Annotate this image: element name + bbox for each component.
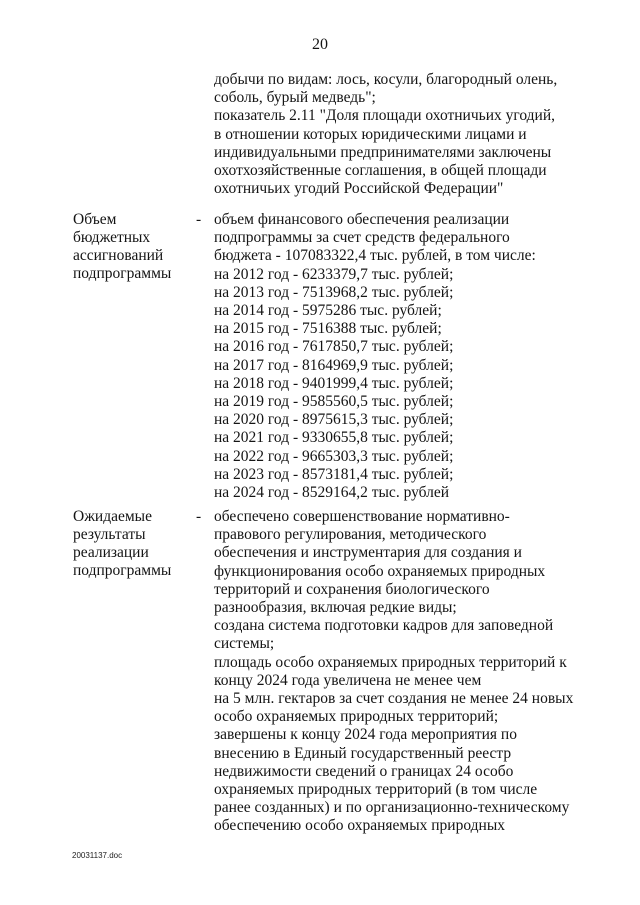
document-code: 20031137.doc [72,851,123,860]
intro-line: охотхозяйственные соглашения, в общей площади [214,162,547,180]
results-line: внесению в Единый государственный реестр [214,744,512,762]
results-label [73,508,193,580]
results-line: системы; [214,635,275,653]
results-line: особо охраняемых природных территорий; [214,708,499,726]
results-line: обеспечено совершенствование нормативно- [214,508,510,525]
results-line: ранее созданных) и по организационно-техническому [214,799,570,817]
budget-line: на 2021 год - 9330655,8 тыс. рублей; [214,429,454,447]
results-line: правового регулирования, методического [214,526,487,544]
budget-label [73,211,193,283]
results-label-line: результаты [73,526,146,543]
budget-line: на 2023 год - 8573181,4 тыс. рублей; [214,465,454,483]
budget-line: на 2013 год - 7513968,2 тыс. рублей; [214,283,454,301]
results-line: территорий и сохранения биологического [214,580,490,598]
budget-line: на 2012 год - 6233379,7 тыс. рублей; [214,265,454,283]
results-line: обеспечению особо охраняемых природных [214,817,505,835]
page-number: 20 [312,36,328,53]
intro-text [214,71,586,198]
budget-label-line: бюджетных [73,229,151,246]
results-line: обеспечения и инструментария для создания и [214,544,522,562]
results-line: охраняемых природных территорий (в том числе [214,781,538,799]
budget-label-line: подпрограммы [73,265,172,282]
intro-line: в отношении которых юридическими лицами и [214,125,527,143]
budget-line: подпрограммы за счет средств федерального [214,229,510,247]
budget-line: на 2014 год - 5975286 тыс. рублей; [214,302,442,320]
intro-line: индивидуальными предпринимателями заключены [214,143,552,161]
budget-line: на 2024 год - 8529164,2 тыс. рублей [214,484,450,502]
budget-line: на 2018 год - 9401999,4 тыс. рублей; [214,374,454,392]
budget-line: объем финансового обеспечения реализации [214,211,510,228]
results-line: на 5 млн. гектаров за счет создания не менее 24 новых [214,690,574,708]
results-line: площадь особо охраняемых природных территорий к [214,653,567,671]
results-dash: - [196,508,202,525]
budget-line: бюджета - 107083322,4 тыс. рублей, в том числе: [214,247,536,265]
budget-line: на 2019 год - 9585560,5 тыс. рублей; [214,393,454,411]
results-line: создана система подготовки кадров для заповедной [214,617,554,635]
results-line: разнообразия, включая редкие виды; [214,599,457,617]
results-text [214,508,586,836]
results-line: недвижимости сведений о границах 24 особо [214,762,514,780]
results-line: завершены к концу 2024 года мероприятия по [214,726,517,744]
intro-line: охотничьих угодий Российской Федерации" [214,180,504,198]
budget-line: на 2022 год - 9665303,3 тыс. рублей; [214,447,454,465]
budget-text [214,211,586,502]
results-label-line: реализации [73,544,149,561]
budget-dash: - [196,211,202,228]
budget-line: на 2015 год - 7516388 тыс. рублей; [214,320,442,338]
budget-line: на 2016 год - 7617850,7 тыс. рублей; [214,338,454,356]
budget-line: на 2017 год - 8164969,9 тыс. рублей; [214,356,454,374]
intro-line: соболь, бурый медведь"; [214,89,376,107]
results-label-line: Ожидаемые [73,508,152,525]
results-label-line: подпрограммы [73,562,172,579]
results-line: функционирования особо охраняемых природных [214,562,546,580]
budget-line: на 2020 год - 8975615,3 тыс. рублей; [214,411,454,429]
budget-label-line: ассигнований [73,247,164,264]
intro-line: показатель 2.11 "Доля площади охотничьих угодий, [214,107,556,125]
budget-label-line: Объем [73,211,117,228]
results-line: концу 2024 года увеличена не менее чем [214,671,482,689]
intro-line: добычи по видам: лось, косули, благородный олень, [214,71,558,88]
